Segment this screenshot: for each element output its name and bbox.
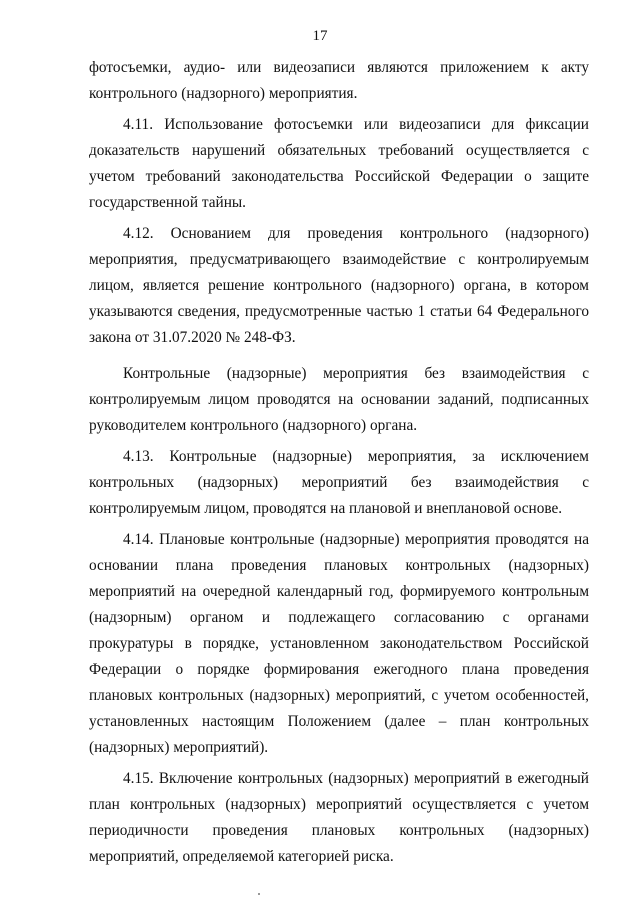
paragraph-4-11: 4.11. Использование фотосъемки или видеозаписи для фиксации доказательств нарушений обязательных требований осуществляется с учетом требований законодательства Российской Федерации о защите государственной тайны. [89,116,589,211]
scan-artifact-dot [258,893,260,895]
paragraph-continuation: фотосъемки, аудио- или видеозаписи являются приложением к акту контрольного (надзорного) мероприятия. [89,59,589,102]
document-body [89,55,589,875]
paragraph-4-12-continued: Контрольные (надзорные) мероприятия без взаимодействия с контролируемым лицом проводятся на основании заданий, подписанных руководителем контрольного (надзорного) органа. [89,365,589,434]
paragraph-4-13: 4.13. Контрольные (надзорные) мероприятия, за исключением контрольных (надзорных) мероприятий без взаимодействия с контролируемым лицом, проводятся на плановой и внеплановой основе. [89,448,589,517]
paragraph-4-15: 4.15. Включение контрольных (надзорных) мероприятий в ежегодный план контрольных (надзорных) мероприятий осуществляется с учетом периодичности проведения плановых контрольных (надзорных) мероприятий, определяемой категорией риска. [89,770,589,865]
paragraph-4-12: 4.12. Основанием для проведения контрольного (надзорного) мероприятия, предусматривающего взаимодействие с контролируемым лицом, является решение контрольного (надзорного) органа, в котором указываются сведения, предусмотренные частью 1 статьи 64 Федерального закона от 31.07.2020 № 248-ФЗ. [89,225,589,346]
page-number: 17 [312,28,328,44]
paragraph-4-14: 4.14. Плановые контрольные (надзорные) мероприятия проводятся на основании плана проведения плановых контрольных (надзорных) мероприятий на очередной календарный год, формируемого контрольным (надзорным) органом и подлежащего согласованию с органами прокуратуры в порядке, установленном законодательством Российской Федерации о порядке формирования ежегодного плана проведения плановых контрольных (надзорных) мероприятий, с учетом особенностей, установленных настоящим Положением (далее – план контрольных (надзорных) мероприятий). [89,531,589,756]
